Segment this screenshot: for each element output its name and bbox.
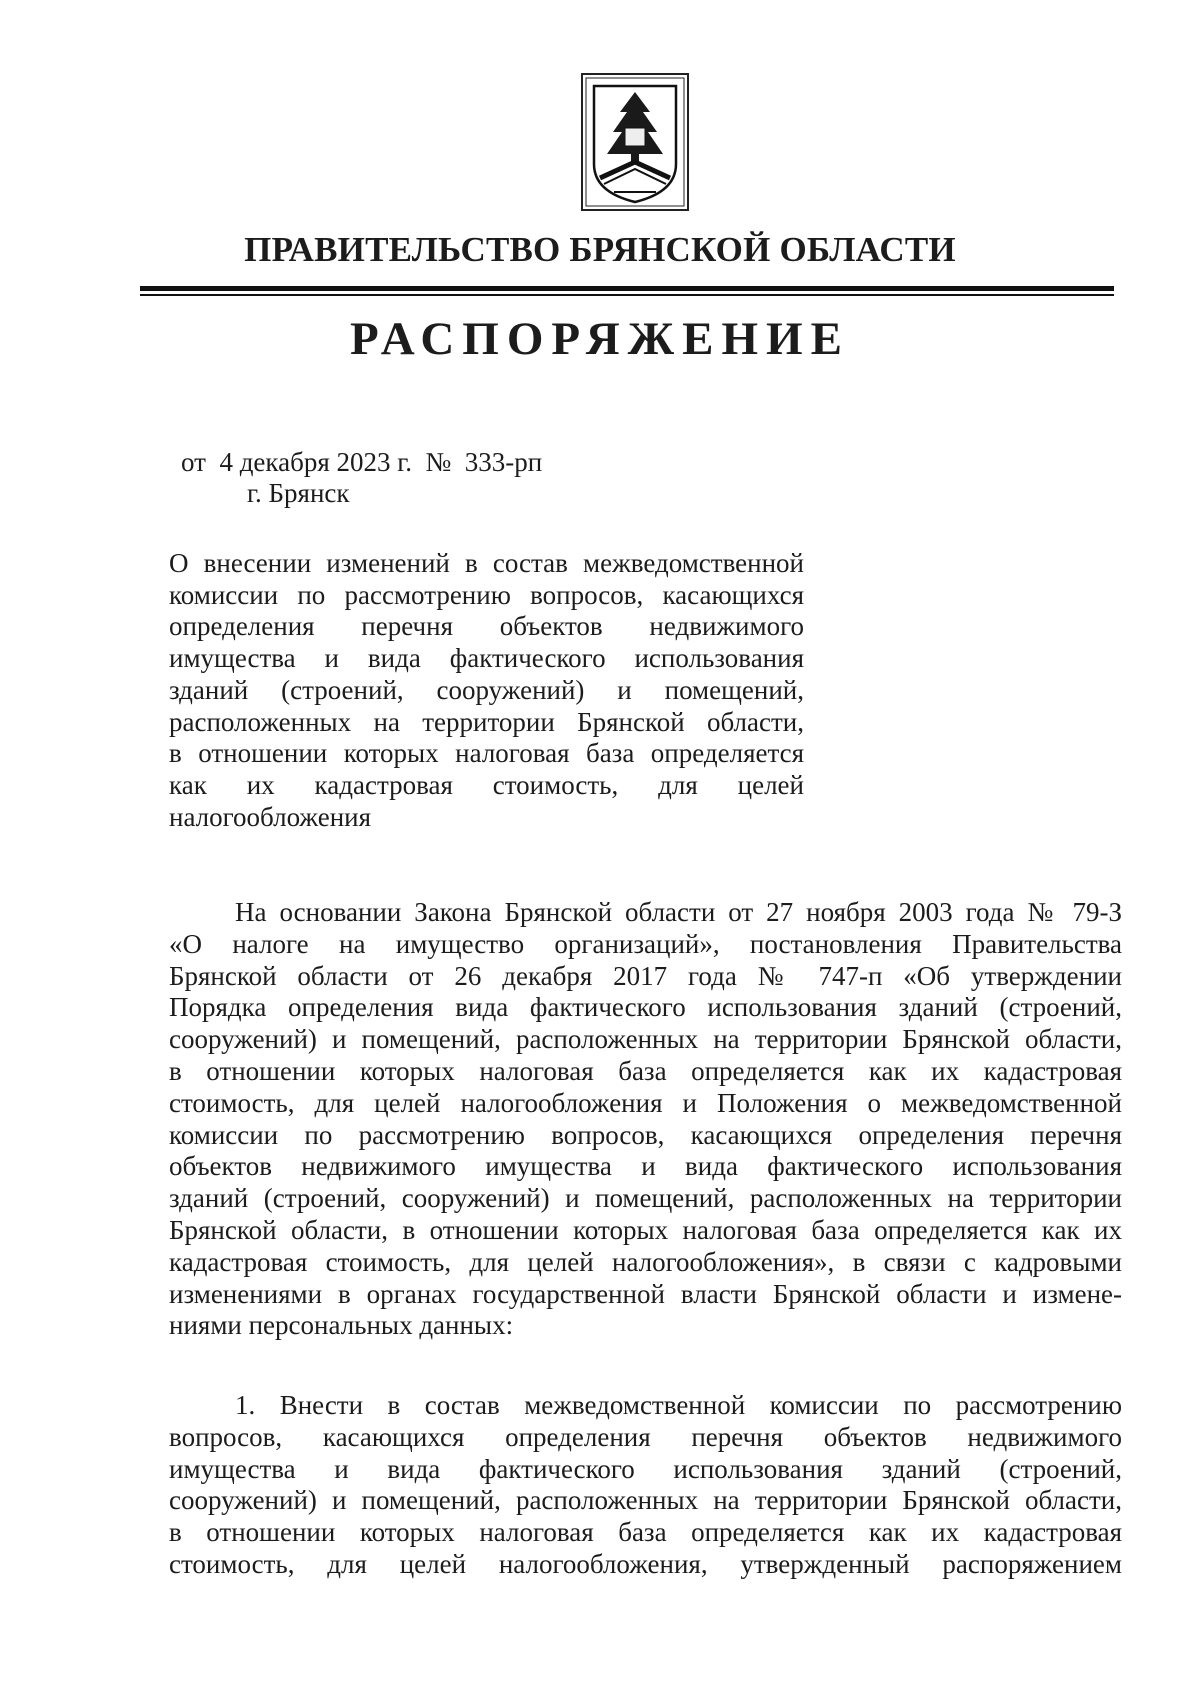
paragraph-line: Брянской области, в отношении которых налоговая база определяется как их: [169, 1214, 1122, 1245]
subject-line: комиссии по рассмотрению вопросов, касающихся: [169, 579, 804, 610]
paragraph-line: зданий (строений, сооружений) и помещений, расположенных на территории: [169, 1183, 1122, 1214]
paragraph-line: сооружений) и помещений, расположенных на территории Брянской области,: [169, 1024, 1122, 1055]
paragraph-line: Брянской области от 26 декабря 2017 года № 747-п «Об утверждении: [169, 960, 1122, 991]
paragraph-line: изменениями в органах государственной власти Брянской области и измене-: [169, 1278, 1122, 1309]
paragraph-line: «О налоге на имущество организаций», постановления Правительства: [169, 928, 1122, 959]
bryansk-coat-of-arms-emblem: [580, 72, 690, 212]
paragraph-line: На основании Закона Брянской области от 27 ноября 2003 года № 79-З: [235, 897, 1122, 927]
paragraph-line: 1. Внести в состав межведомственной комиссии по рассмотрению: [235, 1390, 1122, 1420]
organization-title: ПРАВИТЕЛЬСТВО БРЯНСКОЙ ОБЛАСТИ: [244, 230, 956, 269]
document-type-title: РАСПОРЯЖЕНИЕ: [350, 313, 850, 365]
paragraph-line: Порядка определения вида фактического использования зданий (строений,: [169, 992, 1122, 1023]
subject-line: зданий (строений, сооружений) и помещений,: [169, 674, 804, 705]
paragraph-line: сооружений) и помещений, расположенных на территории Брянской области,: [169, 1485, 1122, 1516]
subject-line: как их кадастровая стоимость, для целей: [169, 769, 804, 800]
paragraph-line: объектов недвижимого имущества и вида фактического использования: [169, 1151, 1122, 1182]
item-1-paragraph: [169, 1390, 1122, 1581]
subject-line: расположенных на территории Брянской области,: [169, 706, 804, 737]
subject-line: имущества и вида фактического использования: [169, 643, 804, 674]
document-city: г. Брянск: [247, 478, 350, 508]
paragraph-line: ниями персональных данных:: [169, 1310, 514, 1341]
paragraph-line: кадастровая стоимость, для целей налогообложения», в связи с кадровыми: [169, 1246, 1122, 1277]
subject-line: налогообложения: [169, 801, 372, 832]
paragraph-line: имущества и вида фактического использования зданий (строений,: [169, 1453, 1122, 1484]
subject-line: определения перечня объектов недвижимого: [169, 611, 804, 642]
paragraph-line: комиссии по рассмотрению вопросов, касающихся определения перечня: [169, 1119, 1122, 1150]
subject-line: О внесении изменений в состав межведомственной: [169, 548, 804, 578]
header-divider-thin: [140, 294, 1114, 296]
preamble-paragraph: [169, 897, 1122, 1342]
subject-line: в отношении которых налоговая база определяется: [169, 738, 804, 769]
paragraph-line: в отношении которых налоговая база определяется как их кадастровая: [169, 1055, 1122, 1086]
document-date-number: от 4 декабря 2023 г. № 333-рп: [181, 447, 543, 477]
paragraph-line: в отношении которых налоговая база определяется как их кадастровая: [169, 1517, 1122, 1548]
paragraph-line: стоимость, для целей налогообложения, утвержденный распоряжением: [169, 1548, 1122, 1579]
paragraph-line: вопросов, касающихся определения перечня объектов недвижимого: [169, 1421, 1122, 1452]
header-divider-thick: [140, 286, 1114, 291]
document-subject: [169, 548, 804, 833]
paragraph-line: стоимость, для целей налогообложения и Положения о межведомственной: [169, 1087, 1122, 1118]
